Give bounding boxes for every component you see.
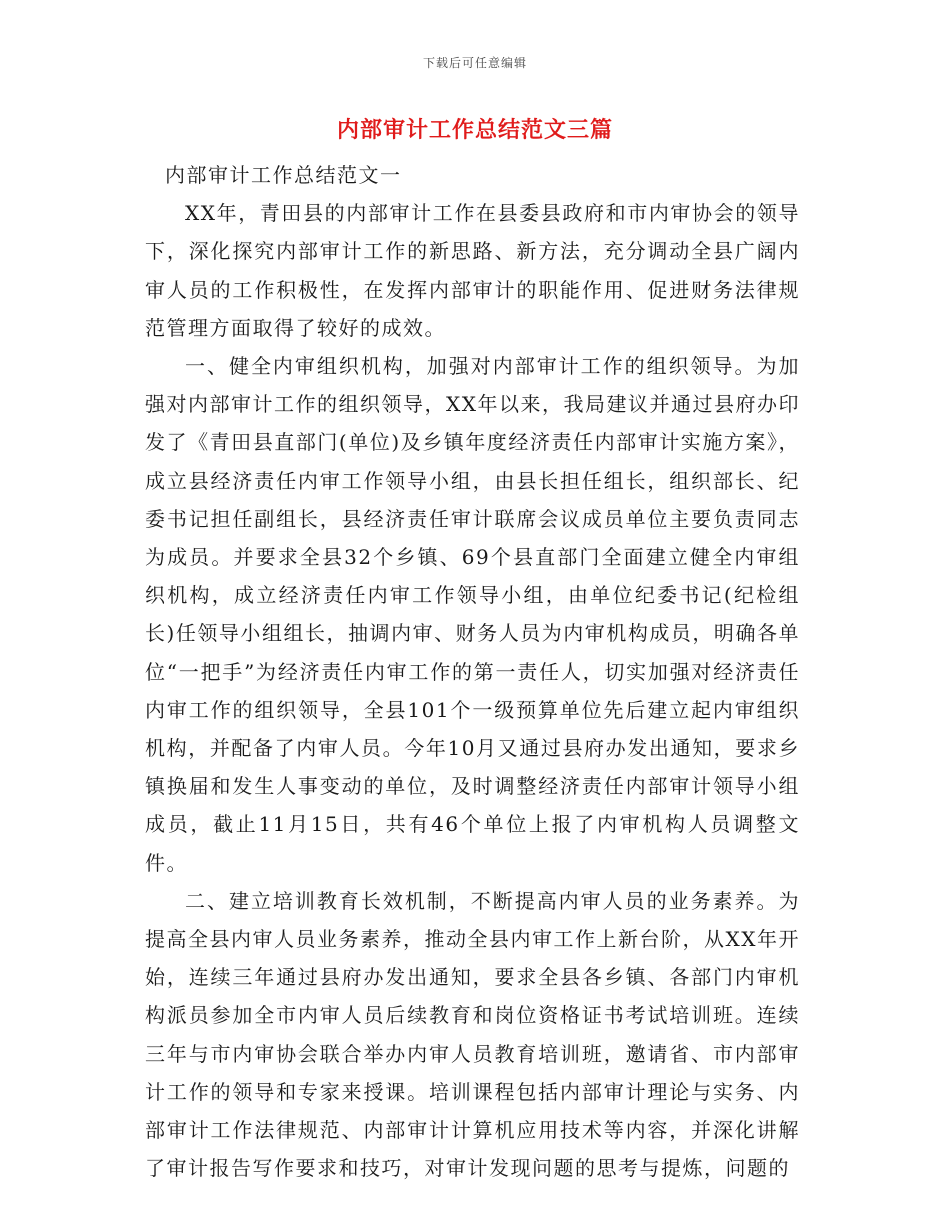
header-note: 下载后可任意编辑: [422, 56, 527, 70]
paragraph-section-two: 二、建立培训教育长效机制，不断提高内审人员的业务素养。为提高全县内审人员业务素养，推动全县内审工作上新台阶，从XX年开始，连续三年通过县府办发出通知，要求全县各乡镇、各部门内审机构派员参加全市内审人员后续教育和岗位资格证书考试培训班。连续三年与市内审协会联合举办内审人员教育培训班，邀请省、市内部审计工作的领导和专家来授课。培训课程包括内部审计理论与实务、内部审计工作法律规范、内部审计计算机应用技术等内容，并深化讲解了审计报告写作要求和技巧，对审计发现问题的思考与提炼，问题的: [145, 888, 800, 1181]
document-subtitle: 内部审计工作总结范文一: [165, 163, 402, 187]
document-body: [145, 156, 800, 1187]
paragraph-intro: XX年，青田县的内部审计工作在县委县政府和市内审协会的领导下，深化探究内部审计工作的新思路、新方法，充分调动全县广阔内审人员的工作积极性，在发挥内部审计的职能作用、促进财务法律规范管理方面取得了较好的成效。: [145, 201, 800, 340]
document-title: 内部审计工作总结范文三篇: [336, 117, 613, 143]
paragraph-section-one: 一、健全内审组织机构，加强对内部审计工作的组织领导。为加强对内部审计工作的组织领导，XX年以来，我局建议并通过县府办印发了《青田县直部门(单位)及乡镇年度经济责任内部审计实施方案》，成立县经济责任内审工作领导小组，由县长担任组长，组织部长、纪委书记担任副组长，县经济责任审计联席会议成员单位主要负责同志为成员。并要求全县32个乡镇、69个县直部门全面建立健全内审组织机构，成立经济责任内审工作领导小组，由单位纪委书记(纪检组长)任领导小组组长，抽调内审、财务人员为内审机构成员，明确各单位“一把手”为经济责任内审工作的第一责任人，切实加强对经济责任内审工作的组织领导，全县101个一级预算单位先后建立起内审组织机构，并配备了内审人员。今年10月又通过县府办发出通知，要求乡镇换届和发生人事变动的单位，及时调整经济责任内部审计领导小组成员，截止11月15日，共有46个单位上报了内审机构人员调整文件。: [145, 354, 800, 875]
